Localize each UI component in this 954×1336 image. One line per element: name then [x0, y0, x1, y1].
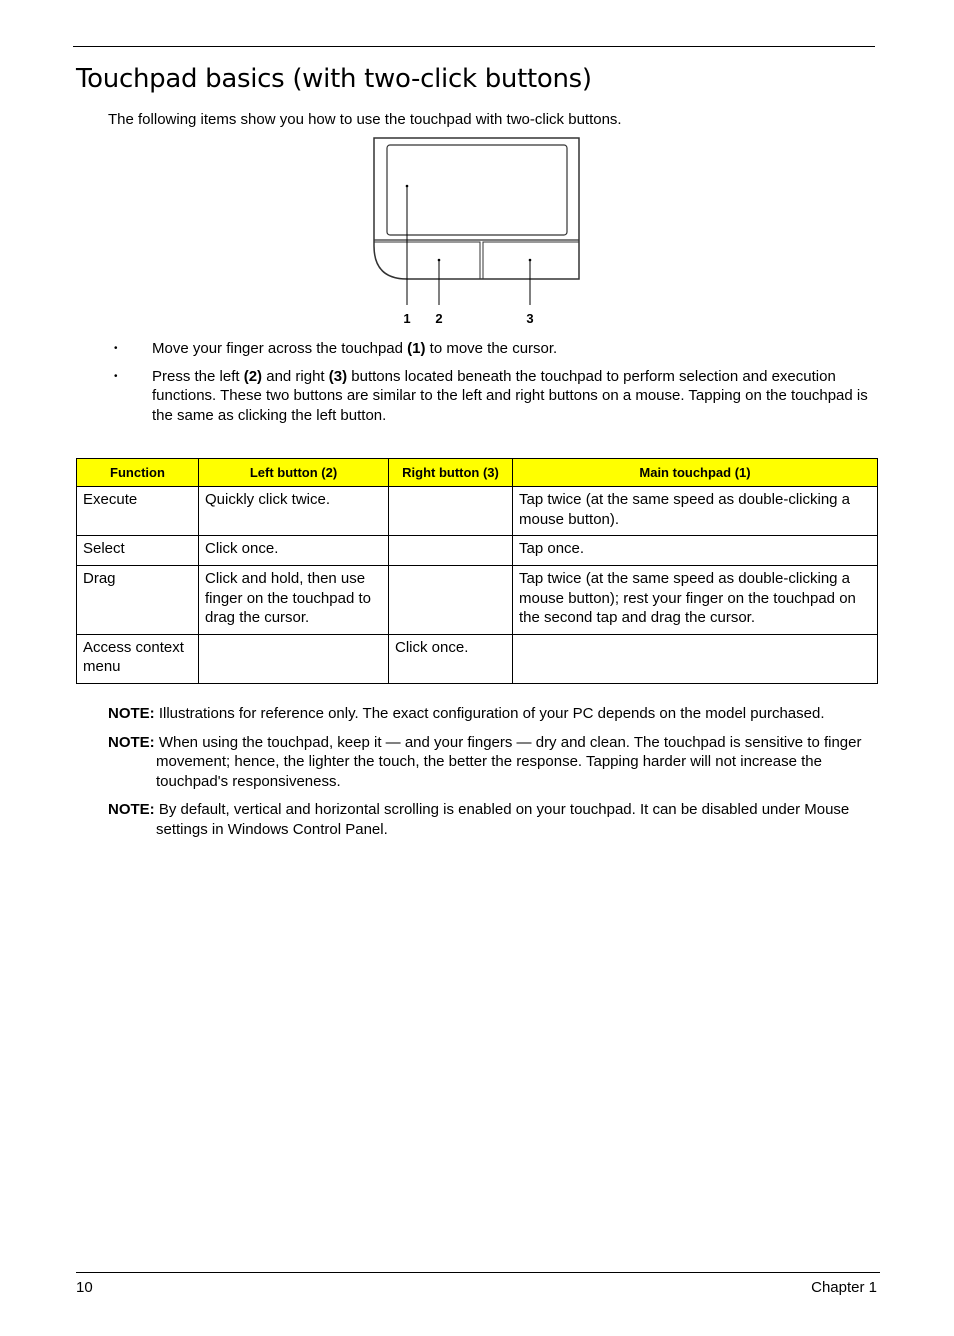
- table-cell: [199, 634, 389, 683]
- callout-label-3: 3: [526, 311, 534, 326]
- table-cell: Tap twice (at the same speed as double-clicking a mouse button).: [513, 487, 878, 536]
- page-title: Touchpad basics (with two-click buttons): [76, 64, 592, 94]
- table-header-row: [77, 459, 878, 487]
- table-cell: [389, 487, 513, 536]
- callout-label-1: 1: [403, 311, 411, 326]
- table-cell: [389, 566, 513, 635]
- table-row: [77, 487, 878, 536]
- leader-dot-2: [438, 259, 441, 262]
- chapter-label: Chapter 1: [811, 1279, 877, 1296]
- note-dry-clean: NOTE: When using the touchpad, keep it — and your fingers — dry and clean. The touchpad is sensitive to finger movement; hence, the lighter the touch, the better the response. Tapping harder will not increase the touchpad's responsiveness.: [108, 733, 862, 790]
- table-cell: Tap twice (at the same speed as double-clicking a mouse button); rest your finger on the touchpad on the second tap and drag the cursor.: [513, 566, 878, 635]
- header-function: Function: [77, 459, 199, 487]
- table-cell: Click and hold, then use finger on the touchpad to drag the cursor.: [199, 566, 389, 635]
- intro-paragraph: The following items show you how to use the touchpad with two-click buttons.: [108, 111, 622, 128]
- bullet-dot-icon: •: [114, 343, 118, 354]
- leader-dot-1: [406, 185, 409, 188]
- header-right-button: Right button (3): [389, 459, 513, 487]
- table-row: [77, 634, 878, 683]
- bullet-item-move: • Move your finger across the touchpad (1) to move the cursor.: [114, 340, 558, 357]
- callout-label-2: 2: [435, 311, 443, 326]
- leader-dot-3: [529, 259, 532, 262]
- table-cell: Click once.: [199, 536, 389, 566]
- header-main-touchpad: Main touchpad (1): [513, 459, 878, 487]
- table-cell: Tap once.: [513, 536, 878, 566]
- page-number: 10: [76, 1279, 93, 1296]
- main-touchpad-area: [387, 145, 567, 235]
- table-cell: Access context menu: [77, 634, 199, 683]
- notes-section: [108, 704, 880, 848]
- bullet-item-buttons: • Press the left (2) and right (3) buttons located beneath the touchpad to perform selection and execution functions. These two buttons are similar to the left and right buttons on a mouse. Tapping on the touchpad is the same as clicking the left button.: [114, 367, 868, 424]
- table-cell: Execute: [77, 487, 199, 536]
- note-illustrations: NOTE: Illustrations for reference only. The exact configuration of your PC depends on the model purchased.: [108, 705, 825, 722]
- table-cell: Click once.: [389, 634, 513, 683]
- table-cell: [513, 634, 878, 683]
- touchpad-diagram: [370, 134, 584, 328]
- touchpad-illustration: [370, 134, 584, 328]
- footer-rule: [76, 1272, 880, 1273]
- table-row: [77, 566, 878, 635]
- header-rule: [73, 46, 875, 47]
- note-scrolling: NOTE: By default, vertical and horizontal scrolling is enabled on your touchpad. It can be disabled under Mouse settings in Windows Control Panel.: [108, 801, 850, 838]
- table-cell: [389, 536, 513, 566]
- header-left-button: Left button (2): [199, 459, 389, 487]
- usage-bullet-list: [108, 339, 880, 433]
- table-cell: Select: [77, 536, 199, 566]
- table-cell: Quickly click twice.: [199, 487, 389, 536]
- table-cell: Drag: [77, 566, 199, 635]
- table-row: [77, 536, 878, 566]
- bullet-dot-icon: •: [114, 370, 118, 382]
- touchpad-function-table: [76, 458, 878, 684]
